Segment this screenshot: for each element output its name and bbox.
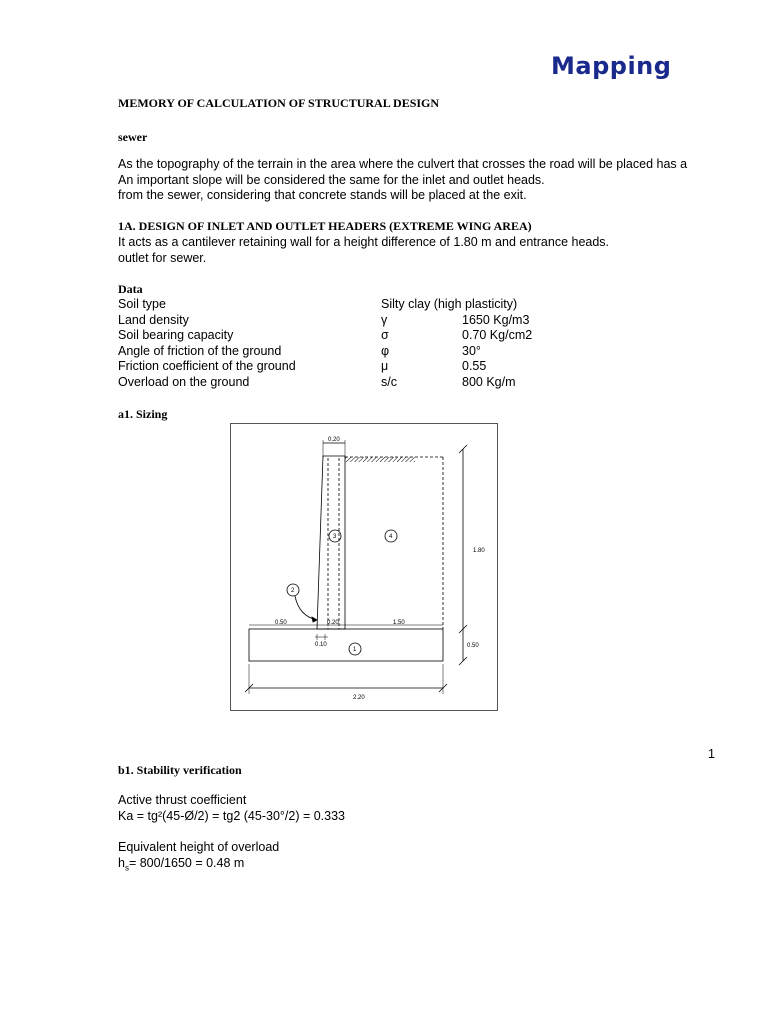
sizing-heading: a1. Sizing — [118, 407, 168, 421]
data-row — [118, 313, 678, 329]
arrow-head — [312, 617, 317, 622]
data-value: 1650 Kg/m3 — [462, 312, 530, 327]
data-label: Friction coefficient of the ground — [118, 359, 296, 373]
intro-line: As the topography of the terrain in the area where the culvert that crosses the road will be placed has a — [118, 157, 688, 171]
data-value: 30° — [462, 343, 481, 358]
data-row — [118, 359, 678, 375]
active-thrust-title: Active thrust coefficient — [118, 793, 247, 807]
overload-title: Equivalent height of overload — [118, 840, 280, 854]
intro-line: from the sewer, considering that concrete stands will be placed at the exit. — [118, 188, 527, 202]
formula-rest: = 800/1650 = 0.48 m — [128, 855, 245, 870]
data-label: Soil type — [118, 297, 166, 311]
data-row — [118, 344, 678, 360]
overload-block — [118, 840, 279, 876]
data-value: 0.70 Kg/cm2 — [462, 328, 533, 342]
dim-heel-label: 1.50 — [393, 620, 405, 626]
document-title: MEMORY OF CALCULATION OF STRUCTURAL DESIGN — [118, 96, 440, 110]
data-value: 0.55 — [462, 359, 487, 373]
wall-drawing — [231, 424, 497, 710]
dim-toe-label: 0.50 — [275, 620, 287, 626]
intro-paragraph — [118, 157, 687, 204]
overload-formula — [118, 856, 279, 876]
data-symbol: σ — [381, 328, 389, 342]
formula-subscript: s — [124, 863, 129, 872]
data-label: Soil bearing capacity — [118, 328, 234, 342]
document-subtitle: sewer — [118, 130, 148, 144]
section-line: It acts as a cantilever retaining wall for a height difference of 1.80 m and entrance heads. — [118, 235, 610, 249]
soil-hatch — [345, 457, 415, 462]
stability-heading: b1. Stability verification — [118, 763, 242, 777]
wall-base — [249, 629, 443, 661]
region-1-label: 1 — [353, 647, 357, 653]
data-symbol: Silty clay (high plasticity) — [381, 297, 518, 311]
intro-line: An important slope will be considered the same for the inlet and outlet heads. — [118, 172, 545, 187]
data-symbol: φ — [381, 343, 390, 358]
data-symbol: γ — [381, 312, 388, 327]
dim-base-label: 0.50 — [467, 643, 479, 649]
region-4-label: 4 — [389, 534, 393, 540]
data-heading: Data — [118, 282, 143, 296]
active-thrust-formula: Ka = tg²(45-Ø/2) = tg2 (45-30°/2) = 0.333 — [118, 808, 346, 823]
data-label: Angle of friction of the ground — [118, 343, 282, 358]
region-2-label: 2 — [291, 588, 295, 594]
page-number: 1 — [708, 747, 715, 761]
data-symbol: μ — [381, 359, 389, 373]
data-row — [118, 328, 678, 344]
active-thrust-block — [118, 793, 345, 824]
data-row — [118, 297, 678, 313]
dim-small-label: 0.10 — [315, 642, 327, 648]
retaining-wall-figure — [230, 423, 498, 711]
wall-stem — [317, 456, 345, 629]
dim-stem-label: 0.20 — [327, 620, 339, 626]
dim-height-label: 1.80 — [473, 548, 485, 554]
dim-top-label: 0.20 — [328, 437, 340, 443]
region-3-label: 3 — [333, 534, 337, 540]
brand-logo: Mapping — [551, 52, 672, 80]
formula-symbol: h — [118, 855, 125, 870]
section-paragraph — [118, 235, 609, 266]
dim-total-label: 2.20 — [353, 695, 365, 701]
section-heading: 1A. DESIGN OF INLET AND OUTLET HEADERS (EXTREME WING AREA) — [118, 219, 532, 233]
data-value: 800 Kg/m — [462, 374, 516, 389]
data-label: Overload on the ground — [118, 374, 250, 389]
region-2-arrow — [295, 596, 317, 620]
section-line: outlet for sewer. — [118, 250, 207, 265]
data-symbol: s/c — [381, 374, 397, 389]
data-label: Land density — [118, 312, 189, 327]
data-row — [118, 375, 678, 391]
